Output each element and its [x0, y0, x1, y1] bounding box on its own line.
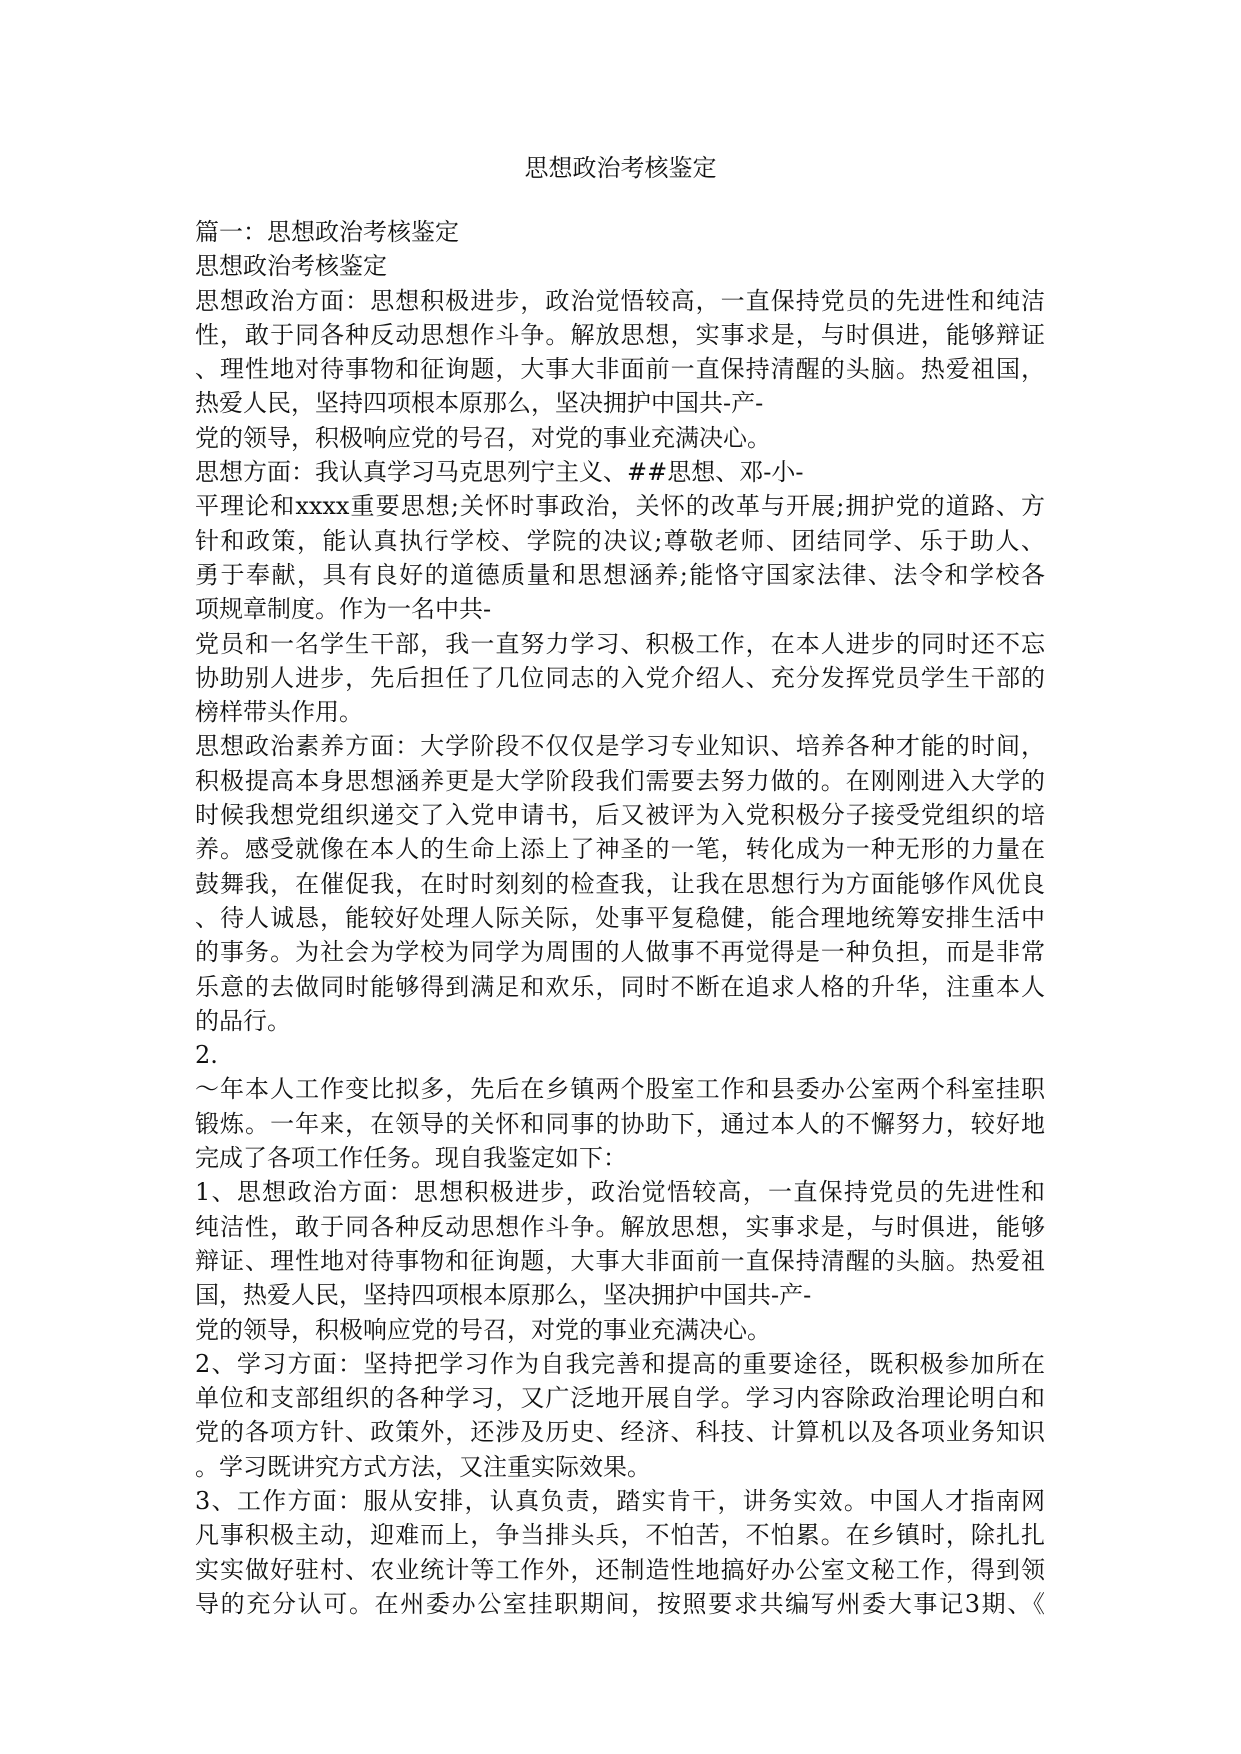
text-line: 针和政策，能认真执行学校、学院的决议;尊敬老师、团结同学、乐于助人、 — [195, 526, 1045, 555]
text-line: 思想政治素养方面：大学阶段不仅仅是学习专业知识、培养各种才能的时间， — [195, 732, 1045, 761]
text-line: 1、思想政治方面：思想积极进步，政治觉悟较高，一直保持党员的先进性和 — [195, 1178, 1045, 1207]
text-line: 导的充分认可。在州委办公室挂职期间，按照要求共编写州委大事记3期、《 — [195, 1589, 1045, 1618]
text-line: 时候我想党组织递交了入党申请书，后又被评为入党积极分子接受党组织的培 — [195, 801, 1045, 830]
text-line: 榜样带头作用。 — [195, 698, 363, 727]
text-line: 实实做好驻村、农业统计等工作外，还制造性地搞好办公室文秘工作，得到领 — [195, 1555, 1045, 1584]
text-line: 项规章制度。作为一名中共- — [195, 595, 492, 624]
text-line: 2. — [195, 1041, 218, 1070]
text-line: 篇一：思想政治考核鉴定 — [195, 218, 459, 246]
text-line: 平理论和xxxx重要思想;关怀时事政治，关怀的改革与开展;拥护党的道路、方 — [195, 492, 1045, 521]
text-line: 积极提高本身思想涵养更是大学阶段我们需要去努力做的。在刚刚进入大学的 — [195, 766, 1045, 795]
text-line: 性，敢于同各种反动思想作斗争。解放思想，实事求是，与时俱进，能够辩证 — [195, 320, 1045, 349]
text-line: 、待人诚恳，能较好处理人际关际，处事平复稳健，能合理地统筹安排生活中 — [195, 903, 1045, 932]
text-line: 、理性地对待事物和征询题，大事大非面前一直保持清醒的头脑。热爱祖国， — [195, 355, 1045, 384]
text-line: 思想政治考核鉴定 — [195, 252, 387, 281]
text-line: 锻炼。一年来，在领导的关怀和同事的协助下，通过本人的不懈努力，较好地 — [195, 1109, 1045, 1138]
text-line: 思想政治方面：思想积极进步，政治觉悟较高，一直保持党员的先进性和纯洁 — [195, 286, 1045, 315]
text-line: 思想方面：我认真学习马克思列宁主义、##思想、邓-小- — [195, 458, 804, 487]
text-line: 辩证、理性地对待事物和征询题，大事大非面前一直保持清醒的头脑。热爱祖 — [195, 1246, 1045, 1275]
text-line: 。学习既讲究方式方法，又注重实际效果。 — [195, 1452, 651, 1481]
text-line: 乐意的去做同时能够得到满足和欢乐，同时不断在追求人格的升华，注重本人 — [195, 972, 1045, 1001]
document-body — [195, 215, 1045, 1621]
text-line: 党的领导，积极响应党的号召，对党的事业充满决心。 — [195, 423, 771, 452]
text-line: 国，热爱人民，坚持四项根本原那么，坚决拥护中国共-产- — [195, 1281, 812, 1310]
text-line: 2、学习方面：坚持把学习作为自我完善和提高的重要途径，既积极参加所在 — [195, 1349, 1045, 1378]
document-title: 思想政治考核鉴定 — [524, 154, 717, 182]
text-line: 单位和支部组织的各种学习，又广泛地开展自学。学习内容除政治理论明白和 — [195, 1384, 1045, 1413]
text-line: 党员和一名学生干部，我一直努力学习、积极工作，在本人进步的同时还不忘 — [195, 629, 1045, 658]
text-line: 党的各项方针、政策外，还涉及历史、经济、科技、计算机以及各项业务知识 — [195, 1418, 1045, 1447]
text-line: 凡事积极主动，迎难而上，争当排头兵，不怕苦，不怕累。在乡镇时，除扎扎 — [195, 1521, 1045, 1550]
text-line: 3、工作方面：服从安排，认真负责，踏实肯干，讲务实效。中国人才指南网 — [195, 1486, 1045, 1515]
text-line: 协助别人进步，先后担任了几位同志的入党介绍人、充分发挥党员学生干部的 — [195, 663, 1045, 692]
text-line: ～年本人工作变比拟多，先后在乡镇两个股室工作和县委办公室两个科室挂职 — [195, 1075, 1045, 1104]
text-line: 勇于奉献，具有良好的道德质量和思想涵养;能恪守国家法律、法令和学校各 — [195, 560, 1045, 589]
text-line: 的事务。为社会为学校为同学为周围的人做事不再觉得是一种负担，而是非常 — [195, 938, 1045, 967]
text-line: 纯洁性，敢于同各种反动思想作斗争。解放思想，实事求是，与时俱进，能够 — [195, 1212, 1045, 1241]
text-line: 党的领导，积极响应党的号召，对党的事业充满决心。 — [195, 1315, 771, 1344]
text-line: 鼓舞我，在催促我，在时时刻刻的检查我，让我在思想行为方面能够作风优良 — [195, 869, 1045, 898]
text-line: 的品行。 — [195, 1006, 291, 1035]
text-line: 热爱人民，坚持四项根本原那么，坚决拥护中国共-产- — [195, 389, 764, 418]
text-line: 完成了各项工作任务。现自我鉴定如下： — [195, 1144, 627, 1173]
text-line: 养。感受就像在本人的生命上添上了神圣的一笔，转化成为一种无形的力量在 — [195, 835, 1045, 864]
